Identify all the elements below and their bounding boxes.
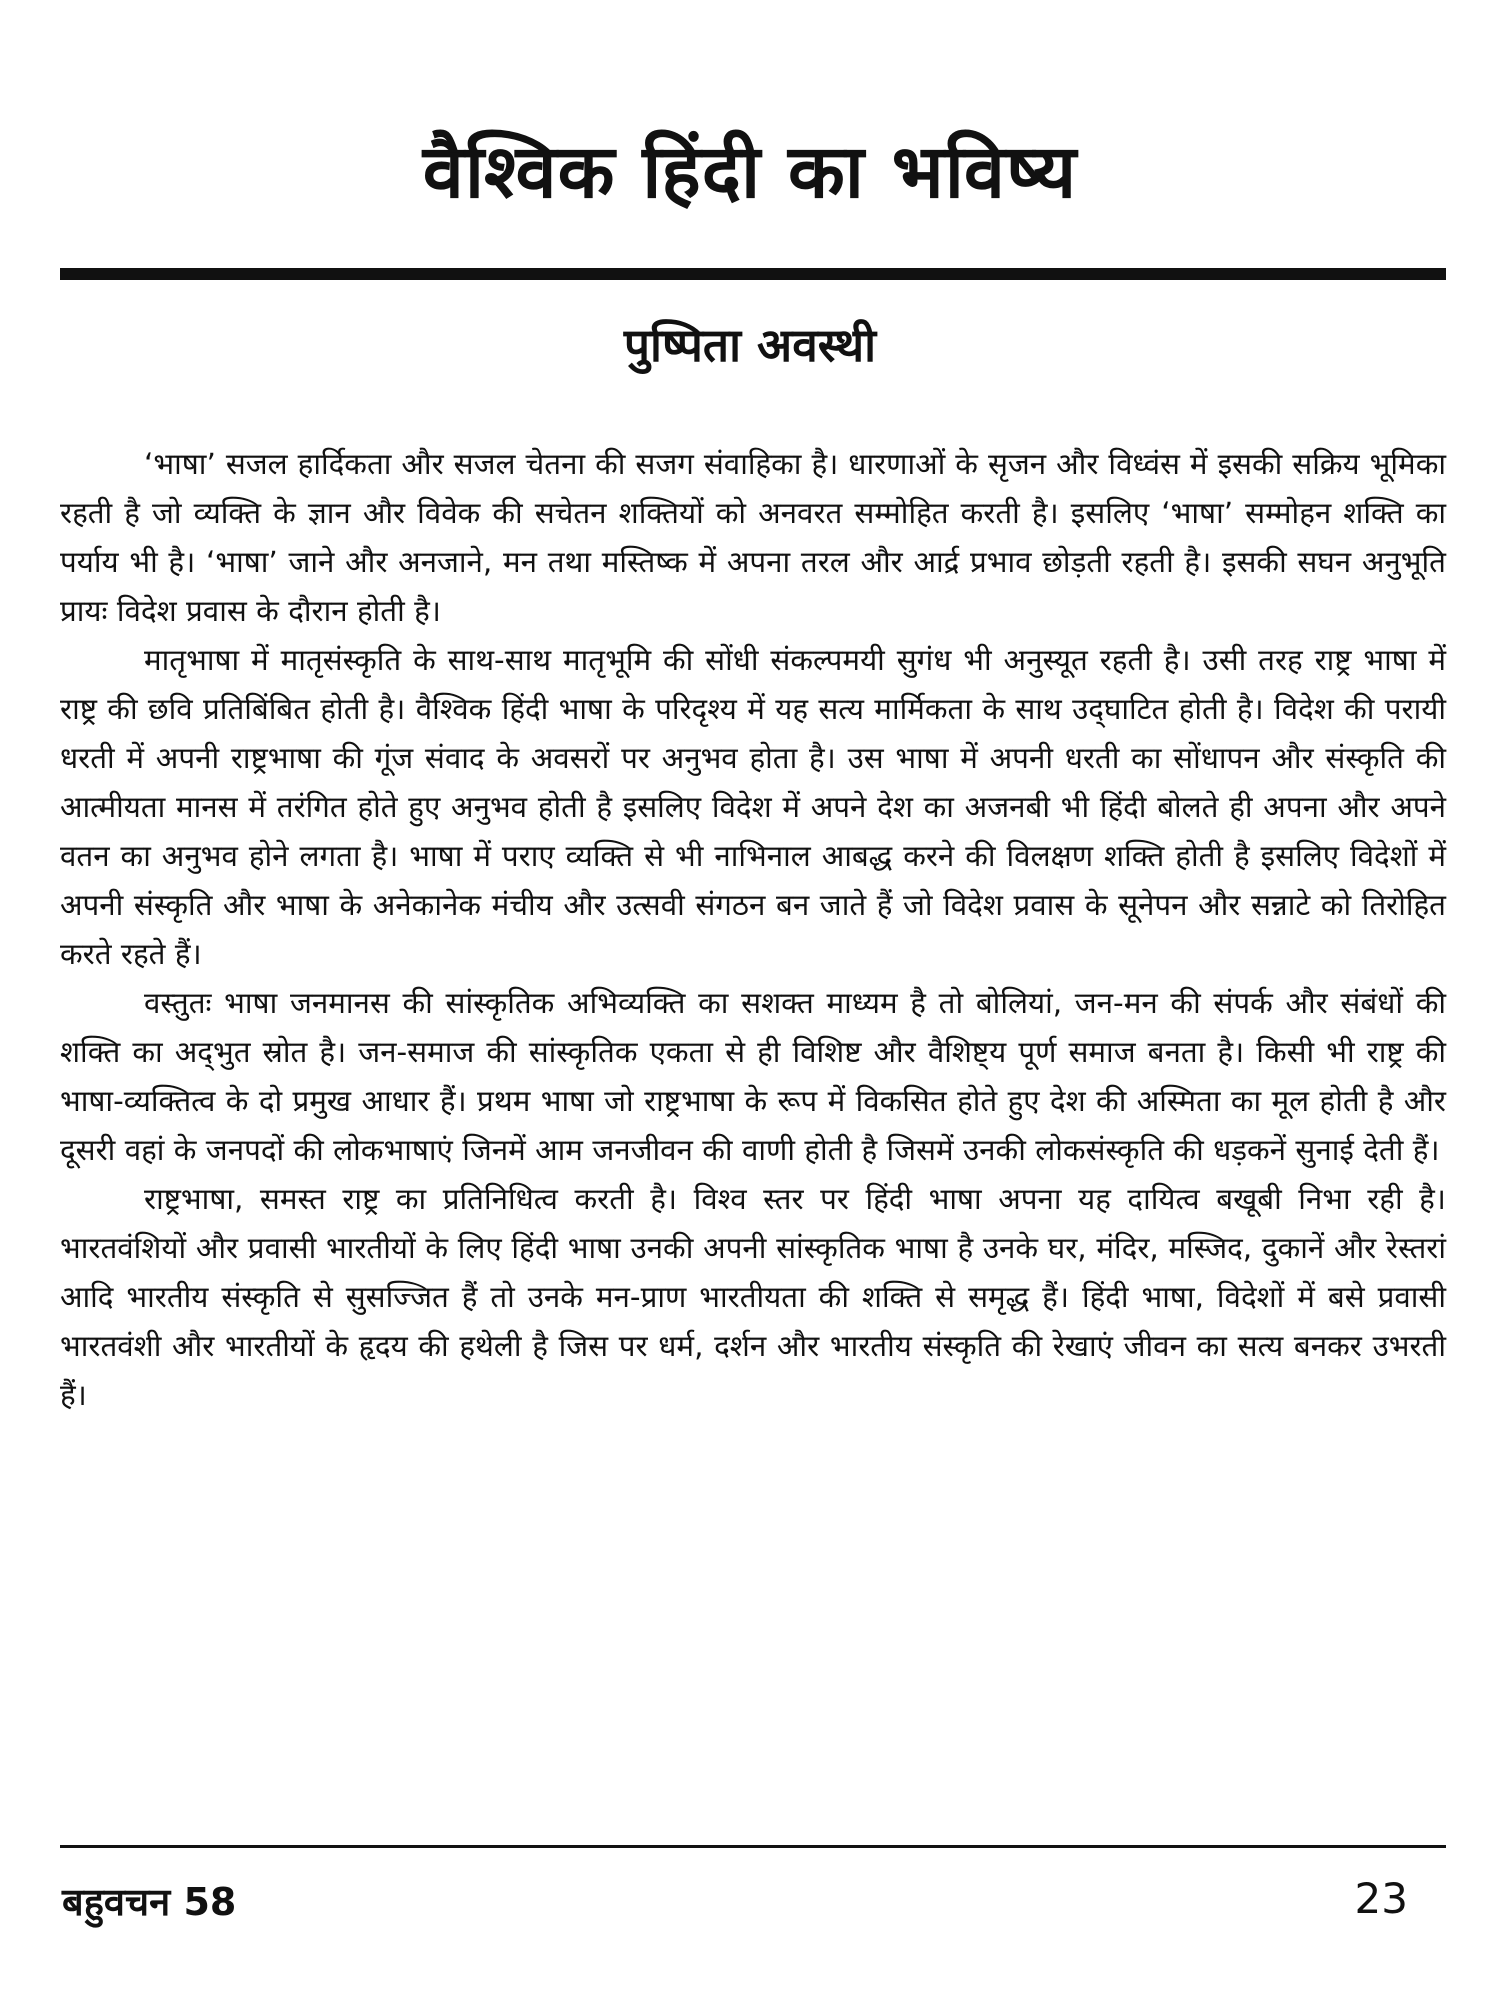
page-number: 23 (1354, 1874, 1408, 1923)
article-body (60, 440, 1446, 1420)
paragraph-2: मातृभाषा में मातृसंस्कृति के साथ-साथ मातृभूमि की सोंधी संकल्पमयी सुगंध भी अनुस्यूत रहती है। उसी तरह राष्ट्र भाषा में राष्ट्र की छवि प्रतिबिंबित होती है। वैश्विक हिंदी भाषा के परिदृश्य में यह सत्य मार्मिकता के साथ उद्‌घाटित होती है। विदेश की परायी धरती में अपनी राष्ट्रभाषा की गूंज संवाद के अवसरों पर अनुभव होता है। उस भाषा में अपनी धरती का सोंधापन और संस्कृति की आत्मीयता मानस में तरंगित होते हुए अनुभव होती है इसलिए विदेश में अपने देश का अजनबी भी हिंदी बोलते ही अपना और अपने वतन का अनुभव होने लगता है। भाषा में पराए व्यक्ति से भी नाभिनाल आबद्ध करने की विलक्षण शक्ति होती है इसलिए विदेशों में अपनी संस्कृति और भाषा के अनेकानेक मंचीय और उत्सवी संगठन बन जाते हैं जो विदेश प्रवास के सूनेपन और सन्नाटे को तिरोहित करते रहते हैं। (60, 643, 1446, 971)
journal-name: बहुवचन 58 (62, 1880, 237, 1924)
paragraph-3: वस्तुतः भाषा जनमानस की सांस्कृतिक अभिव्यक्ति का सशक्त माध्यम है तो बोलियां, जन-मन की संपर्क और संबंधों की शक्ति का अद्‌भुत स्रोत है। जन-समाज की सांस्कृतिक एकता से ही विशिष्ट और वैशिष्ट्य पूर्ण समाज बनता है। किसी भी राष्ट्र की भाषा-व्यक्तित्व के दो प्रमुख आधार हैं। प्रथम भाषा जो राष्ट्रभाषा के रूप में विकसित होते हुए देश की अस्मिता का मूल होती है और दूसरी वहां के जनपदों की लोकभाषाएं जिनमें आम जनजीवन की वाणी होती है जिसमें उनकी लोकसंस्कृति की धड़कनें सुनाई देती हैं। (60, 986, 1446, 1167)
author-name: पुष्पिता अवस्थी (623, 318, 877, 372)
paragraph-4: राष्ट्रभाषा, समस्त राष्ट्र का प्रतिनिधित्व करती है। विश्व स्तर पर हिंदी भाषा अपना यह दायित्व बखूबी निभा रही है। भारतवंशियों और प्रवासी भारतीयों के लिए हिंदी भाषा उनकी अपनी सांस्कृतिक भाषा है उनके घर, मंदिर, मस्जिद, दुकानें और रेस्तरां आदि भारतीय संस्कृति से सुसज्जित हैं तो उनके मन-प्राण भारतीयता की शक्ति से समृद्ध हैं। हिंदी भाषा, विदेशों में बसे प्रवासी भारतवंशी और भारतीयों के हृदय की हथेली है जिस पर धर्म, दर्शन और भारतीय संस्कृति की रेखाएं जीवन का सत्य बनकर उभरती हैं। (60, 1182, 1446, 1412)
paragraph-1: ‘भाषा’ सजल हार्दिकता और सजल चेतना की सजग संवाहिका है। धारणाओं के सृजन और विध्वंस में इसकी सक्रिय भूमिका रहती है जो व्यक्ति के ज्ञान और विवेक की सचेतन शक्तियों को अनवरत सम्मोहित करती है। इसलिए ‘भाषा’ सम्मोहन शक्ति का पर्याय भी है। ‘भाषा’ जाने और अनजाने, मन तथा मस्तिष्क में अपना तरल और आर्द्र प्रभाव छोड़ती रहती है। इसकी सघन अनुभूति प्रायः विदेश प्रवास के दौरान होती है। (60, 447, 1446, 628)
footer-divider (60, 1845, 1446, 1848)
title-divider (60, 268, 1446, 280)
article-title: वैश्विक हिंदी का भविष्य (422, 129, 1078, 215)
